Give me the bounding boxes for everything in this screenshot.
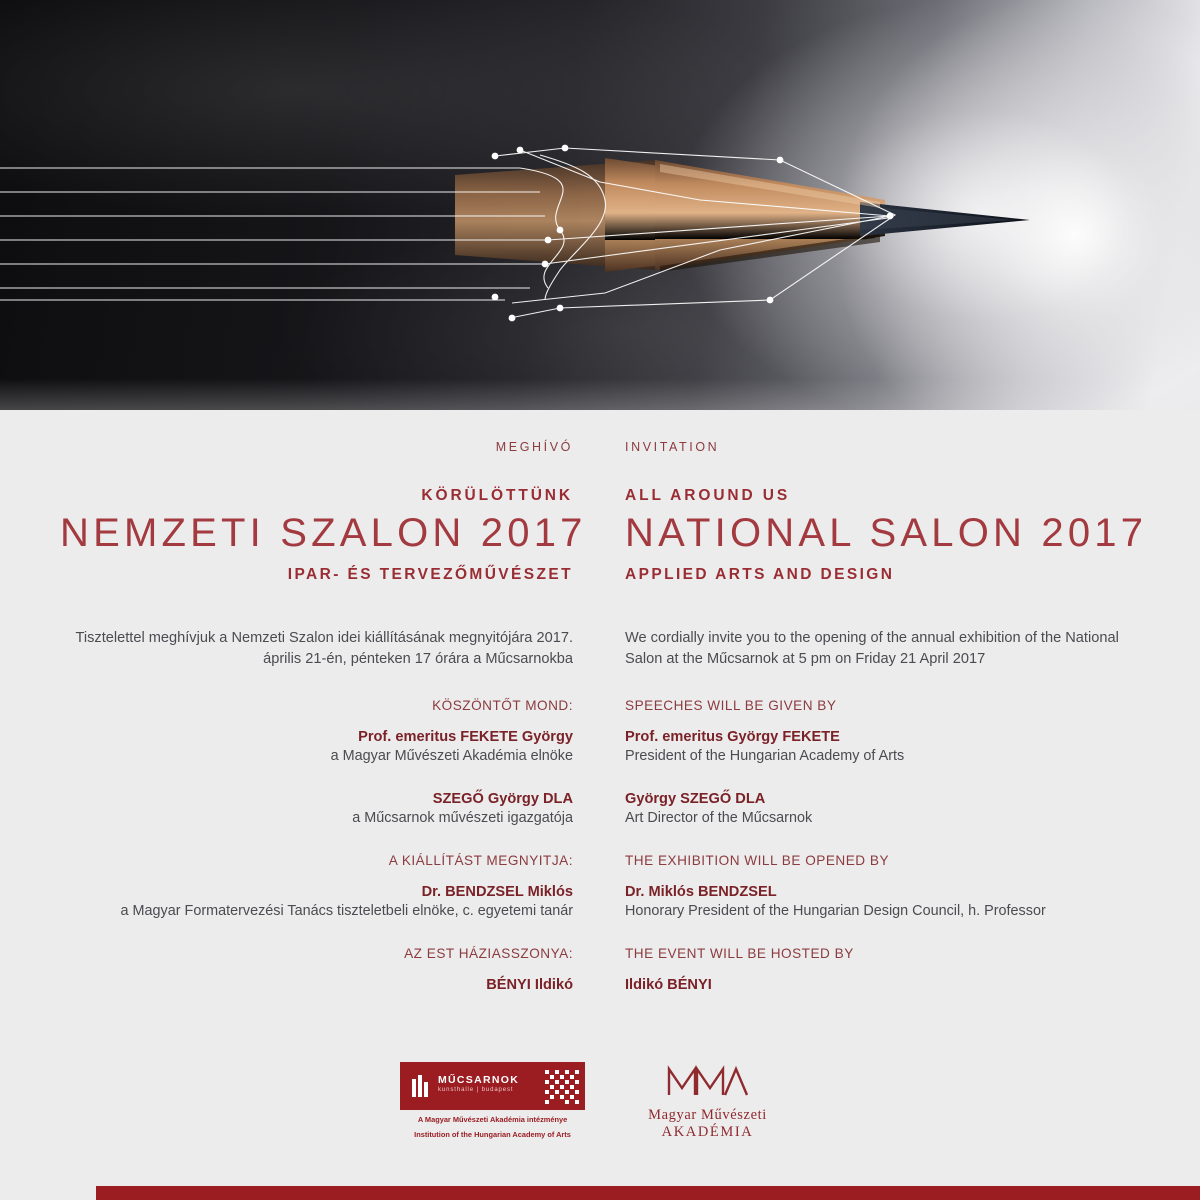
mma-monogram-icon <box>666 1064 750 1098</box>
mucsarnok-wordmark: MŰCSARNOK <box>438 1074 520 1086</box>
eyebrow-hungarian: KÖRÜLÖTTÜNK <box>421 487 573 504</box>
invitation-text-hungarian: Tisztelettel meghívjuk a Nemzeti Szalon idei kiállításának megnyitójára 2017. április 21-én, pénteken 17 órára a Műcsarnokba <box>75 630 573 667</box>
host-name: Ildikó BÉNYI <box>625 977 712 993</box>
footer-bar-gap <box>0 1186 96 1200</box>
title-hungarian: NEMZETI SZALON 2017 <box>60 511 587 555</box>
mucsarnok-caption-en: Institution of the Hungarian Academy of Arts <box>414 1130 571 1139</box>
subtitle-hungarian: IPAR- ÉS TERVEZŐMŰVÉSZET <box>287 566 573 583</box>
subtitle-english: APPLIED ARTS AND DESIGN <box>625 566 895 583</box>
speaker-entry <box>625 791 1145 826</box>
opener-role: Honorary President of the Hungarian Design Council, h. Professor <box>625 903 1046 919</box>
mucsarnok-dot-pattern-icon <box>545 1070 579 1104</box>
speaker-entry <box>60 791 573 826</box>
mucsarnok-logo <box>400 1062 585 1140</box>
opener-entry <box>60 884 573 919</box>
hero-image <box>0 0 1200 410</box>
host-name: BÉNYI Ildikó <box>486 977 573 993</box>
mma-line1: Magyar Művészeti <box>648 1107 767 1123</box>
speaker-entry <box>60 729 573 764</box>
speeches-label-hungarian: KÖSZÖNTŐT MOND: <box>432 698 573 713</box>
title-english: NATIONAL SALON 2017 <box>625 511 1148 555</box>
opening-label-english: THE EXHIBITION WILL BE OPENED BY <box>625 853 890 868</box>
opener-name: Dr. Miklós BENDZSEL <box>625 884 777 900</box>
speaker-role: President of the Hungarian Academy of Arts <box>625 748 905 764</box>
speaker-name: György SZEGŐ DLA <box>625 791 766 807</box>
eyebrow-english: ALL AROUND US <box>625 487 791 504</box>
column-english <box>625 440 1148 993</box>
speaker-entry <box>625 729 1145 764</box>
host-label-hungarian: AZ EST HÁZIASSZONYA: <box>404 946 573 961</box>
host-label-english: THE EVENT WILL BE HOSTED BY <box>625 946 854 961</box>
speaker-name: Prof. emeritus FEKETE György <box>358 729 573 745</box>
mucsarnok-subtitle: kunsthalle | budapest <box>438 1087 514 1093</box>
speaker-name: Prof. emeritus György FEKETE <box>625 729 840 745</box>
kicker-hungarian: MEGHÍVÓ <box>495 440 573 454</box>
mma-logo <box>620 1064 795 1141</box>
invitation-text-english: We cordially invite you to the opening of the annual exhibition of the National Salon at the Műcsarnok at 5 pm on Friday 21 April 2017 <box>625 630 1119 667</box>
column-hungarian <box>60 440 587 993</box>
speaker-role: a Műcsarnok művészeti igazgatója <box>352 810 573 826</box>
opener-name: Dr. BENDZSEL Miklós <box>421 884 573 900</box>
opener-role: a Magyar Formatervezési Tanács tiszteletbeli elnöke, c. egyetemi tanár <box>120 903 573 919</box>
hero-bottom-fade <box>0 340 1200 410</box>
mucsarnok-mark-icon <box>412 1075 432 1097</box>
speeches-label-english: SPEECHES WILL BE GIVEN BY <box>625 698 837 713</box>
mucsarnok-logo-box <box>400 1062 585 1110</box>
mma-line2: AKADÉMIA <box>661 1124 754 1140</box>
opening-label-hungarian: A KIÁLLÍTÁST MEGNYITJA: <box>388 853 573 868</box>
speaker-role: a Magyar Művészeti Akadémia elnöke <box>330 748 573 764</box>
footer-accent-bar <box>0 1186 1200 1200</box>
kicker-english: INVITATION <box>625 440 720 454</box>
opener-entry <box>625 884 1145 919</box>
speaker-name: SZEGŐ György DLA <box>432 791 573 807</box>
mucsarnok-caption-hu: A Magyar Művészeti Akadémia intézménye <box>417 1115 568 1124</box>
logo-row <box>0 1062 1200 1152</box>
speaker-role: Art Director of the Műcsarnok <box>625 810 813 826</box>
